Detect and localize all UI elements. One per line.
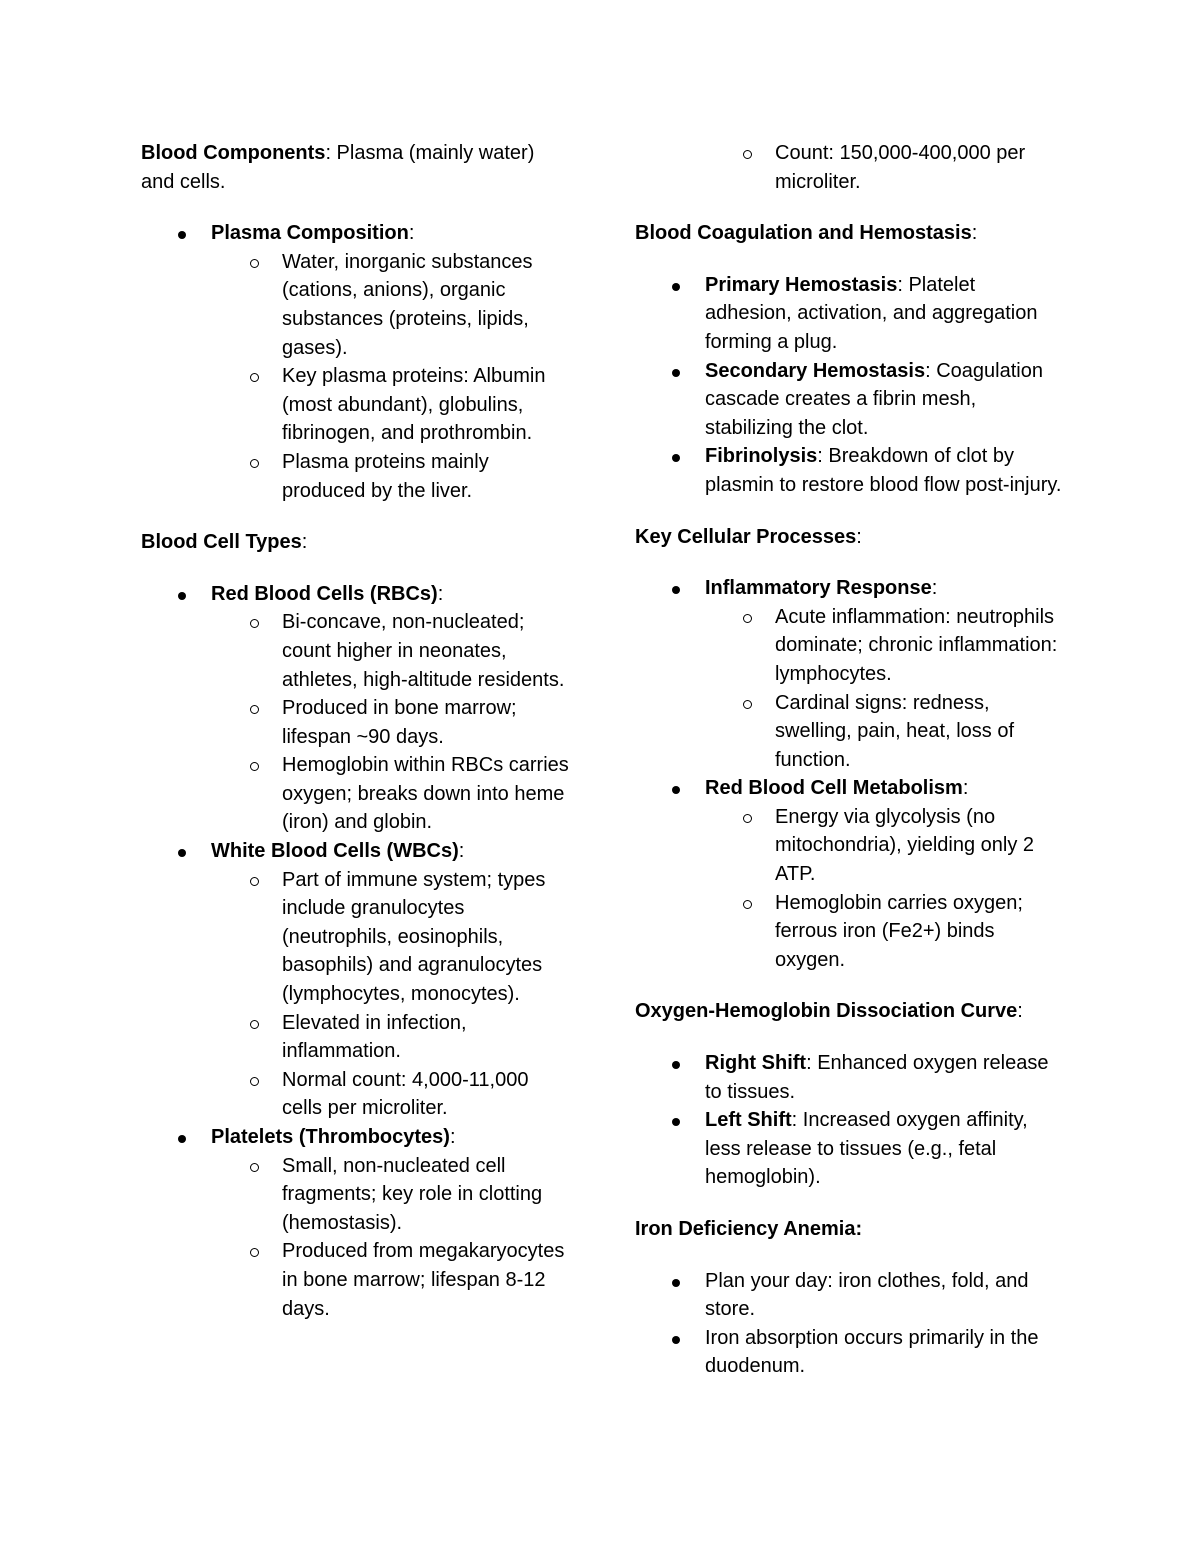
item-text: Iron absorption occurs primarily in the duodenum.: [705, 1326, 1039, 1378]
item-suffix: :: [931, 577, 938, 600]
left-column: [141, 139, 571, 1346]
cellular-list: [635, 574, 1065, 974]
hollow-bullet-icon: [743, 700, 752, 709]
sub-list-item: [141, 866, 571, 1009]
section-heading-text: :: [971, 222, 978, 245]
item-text: : Platelet adhesion, activation, and aggregation forming a plug.: [705, 273, 1038, 353]
hollow-bullet-icon: [250, 1020, 259, 1029]
sub-item-text: Cardinal signs: redness, swelling, pain, heat, loss of function.: [775, 691, 1015, 771]
item-suffix: :: [458, 840, 465, 863]
item-suffix: :: [408, 222, 415, 245]
ohdc-section: [635, 997, 1065, 1192]
bullet-icon: [672, 1279, 680, 1287]
section-heading: Blood Coagulation and Hemostasis: [635, 222, 972, 245]
item-text: : Breakdown of clot by plasmin to restore blood flow post-injury.: [705, 445, 1062, 496]
sub-list: [141, 248, 571, 505]
ohdc-list: [635, 1049, 1065, 1192]
item-label: Platelets (Thrombocytes): [211, 1126, 450, 1148]
hollow-bullet-icon: [250, 1248, 259, 1257]
cellular-processes-section: [635, 523, 1065, 975]
item-label: Red Blood Cell Metabolism: [705, 777, 963, 800]
hollow-bullet-icon: [250, 619, 259, 628]
list-item: [141, 1123, 571, 1323]
item-label: Fibrinolysis: [705, 445, 818, 468]
hollow-bullet-icon: [250, 877, 259, 886]
section-heading: Oxygen-Hemoglobin Dissociation Curve: [635, 1000, 1018, 1023]
hollow-bullet-icon: [250, 705, 259, 714]
sub-list-item: [635, 139, 1065, 196]
coagulation-list: [635, 271, 1065, 500]
sub-list-item: [635, 889, 1065, 975]
list-item: [635, 1106, 1065, 1192]
plasma-list: [141, 219, 571, 505]
continued-platelets: [635, 139, 1065, 196]
list-item: [635, 774, 1065, 974]
sub-list: [635, 139, 1065, 196]
sub-item-text: Hemoglobin carries oxygen; ferrous iron (Fe2+) binds oxygen.: [775, 891, 1023, 971]
sub-item-text: Energy via glycolysis (no mitochondria), yielding only 2 ATP.: [775, 805, 1035, 886]
list-item: [635, 271, 1065, 357]
item-label: Secondary Hemostasis: [705, 359, 926, 382]
sub-item-text: Count: 150,000-400,000 per microliter.: [775, 142, 1026, 193]
sub-list-item: [141, 694, 571, 751]
sub-list: [635, 803, 1065, 975]
bullet-icon: [178, 849, 186, 857]
sub-list: [141, 1152, 571, 1324]
sub-list-item: [141, 362, 571, 448]
sub-item-text: Key plasma proteins: Albumin (most abundant), globulins, fibrinogen, and prothrombin.: [282, 365, 546, 445]
sub-item-text: Hemoglobin within RBCs carries oxygen; breaks down into heme (iron) and globin.: [282, 754, 569, 834]
section-heading: Key Cellular Processes: [635, 525, 857, 548]
sub-list-item: [141, 1066, 571, 1123]
item-label: Red Blood Cells (RBCs): [211, 582, 438, 605]
section-heading-text: :: [301, 531, 308, 554]
hollow-bullet-icon: [743, 814, 752, 823]
sub-list-item: [141, 751, 571, 837]
sub-item-text: Bi-concave, non-nucleated; count higher in neonates, athletes, high-altitude residents.: [282, 611, 565, 691]
item-label: Primary Hemostasis: [705, 273, 898, 296]
list-item: [635, 574, 1065, 774]
hollow-bullet-icon: [250, 459, 259, 468]
bullet-icon: [672, 454, 680, 462]
hollow-bullet-icon: [743, 150, 752, 159]
hollow-bullet-icon: [250, 1077, 259, 1086]
item-label: Right Shift: [705, 1052, 807, 1075]
item-suffix: :: [962, 777, 969, 800]
item-suffix: :: [437, 582, 444, 605]
sub-list-item: [141, 248, 571, 362]
list-item: [635, 1267, 1065, 1324]
iron-deficiency-section: [635, 1215, 1065, 1381]
bullet-icon: [178, 1135, 186, 1143]
sub-list-item: [141, 448, 571, 505]
bullet-icon: [178, 231, 186, 239]
section-title: [635, 219, 1065, 248]
item-label: Plasma Composition: [211, 222, 409, 245]
section-title: [635, 523, 1065, 552]
item-text: : Coagulation cascade creates a fibrin mesh, stabilizing the clot.: [705, 359, 1043, 439]
section-title: [635, 997, 1065, 1026]
section-heading-text: :: [1017, 1000, 1023, 1023]
sub-list: [635, 603, 1065, 775]
sub-list-item: [141, 1237, 571, 1323]
sub-list-item: [141, 1009, 571, 1066]
sub-item-text: Acute inflammation: neutrophils dominate; chronic inflammation: lymphocytes.: [775, 605, 1058, 685]
section-heading: Blood Cell Types: [141, 531, 302, 554]
sub-list-item: [141, 1152, 571, 1238]
item-text: : Increased oxygen affinity, less release to tissues (e.g., fetal hemoglobin).: [705, 1109, 1028, 1189]
list-item: [635, 1049, 1065, 1106]
sub-list-item: [635, 803, 1065, 889]
bullet-icon: [672, 1118, 680, 1126]
list-item: [141, 219, 571, 505]
bullet-icon: [672, 1061, 680, 1069]
item-label: Inflammatory Response: [705, 577, 932, 600]
section-title: [635, 1215, 1065, 1244]
list-item: [635, 357, 1065, 443]
sub-list-item: [141, 608, 571, 694]
item-label: Left Shift: [705, 1109, 792, 1132]
item-label: White Blood Cells (WBCs): [211, 840, 459, 863]
sub-item-text: Plasma proteins mainly produced by the liver.: [282, 450, 489, 502]
section-heading-text: : Plasma (mainly water) and cells.: [141, 142, 535, 193]
bullet-icon: [672, 369, 680, 377]
section-heading-text: :: [856, 525, 862, 548]
coagulation-section: [635, 219, 1065, 499]
iron-list: [635, 1267, 1065, 1381]
sub-list-item: [635, 689, 1065, 775]
blood-components-intro: [141, 139, 571, 196]
list-item: [635, 1324, 1065, 1381]
section-heading: Blood Components: [141, 142, 326, 164]
cell-types-list: [141, 580, 571, 1323]
sub-list-item: [635, 603, 1065, 689]
bullet-icon: [672, 786, 680, 794]
bullet-icon: [672, 586, 680, 594]
hollow-bullet-icon: [743, 900, 752, 909]
item-text: : Enhanced oxygen release to tissues.: [705, 1052, 1049, 1103]
hollow-bullet-icon: [250, 259, 259, 268]
sub-item-text: Produced from megakaryocytes in bone marrow; lifespan 8-12 days.: [282, 1240, 565, 1320]
sub-list: [141, 608, 571, 837]
hollow-bullet-icon: [250, 1163, 259, 1172]
sub-item-text: Normal count: 4,000-11,000 cells per microliter.: [282, 1068, 529, 1120]
hollow-bullet-icon: [743, 614, 752, 623]
sub-item-text: Small, non-nucleated cell fragments; key role in clotting (hemostasis).: [282, 1154, 543, 1234]
hollow-bullet-icon: [250, 373, 259, 382]
sub-item-text: Produced in bone marrow; lifespan ~90 days.: [282, 697, 517, 748]
list-item: [141, 837, 571, 1123]
section-heading: Iron Deficiency Anemia:: [635, 1218, 863, 1240]
sub-item-text: Water, inorganic substances (cations, anions), organic substances (proteins, lipids, gases).: [282, 250, 533, 359]
sub-item-text: Elevated in infection, inflammation.: [282, 1011, 467, 1063]
right-column: [635, 139, 1065, 1404]
hollow-bullet-icon: [250, 762, 259, 771]
bullet-icon: [672, 283, 680, 291]
sub-list: [141, 866, 571, 1123]
blood-components-section: [141, 139, 571, 505]
list-item: [635, 442, 1065, 499]
item-suffix: :: [449, 1126, 456, 1148]
sub-item-text: Part of immune system; types include granulocytes (neutrophils, eosinophils, basophils) and agranulocytes (lymphocytes, monocytes).: [282, 868, 546, 1006]
section-title: [141, 528, 571, 557]
bullet-icon: [672, 1336, 680, 1344]
list-item: [141, 580, 571, 837]
item-text: Plan your day: iron clothes, fold, and store.: [705, 1269, 1029, 1321]
blood-cell-types-section: [141, 528, 571, 1323]
bullet-icon: [178, 592, 186, 600]
